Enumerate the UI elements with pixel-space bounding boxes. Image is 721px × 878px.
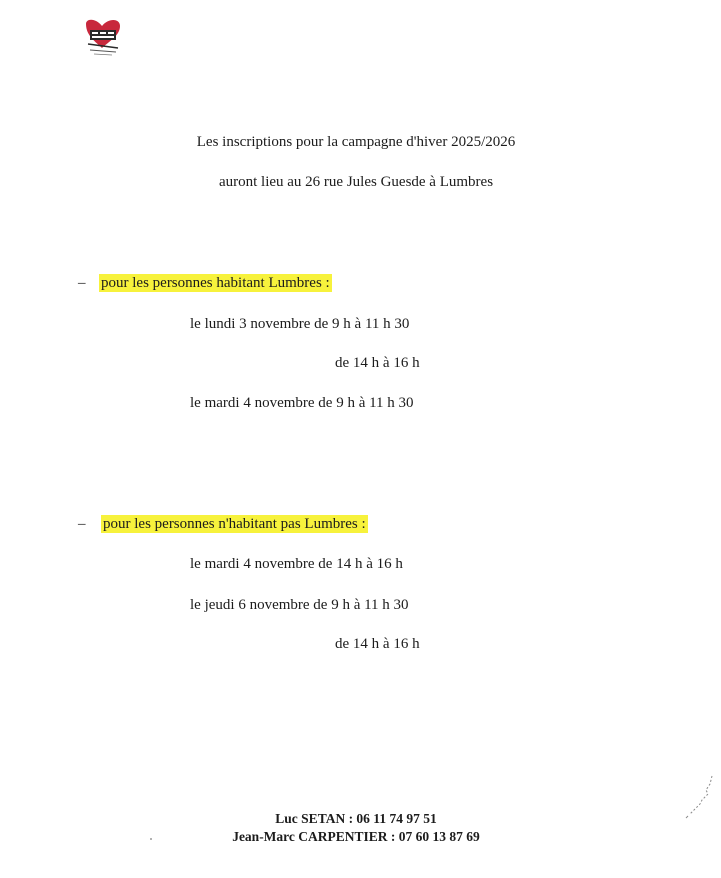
contact-2: Jean-Marc CARPENTIER : 07 60 13 87 69	[232, 829, 480, 844]
scan-speck-icon	[150, 838, 152, 840]
section-1-heading-text: pour les personnes habitant Lumbres :	[101, 275, 330, 291]
section-2-slot-3: de 14 h à 16 h	[335, 636, 420, 652]
section-2-slot-2: le jeudi 6 novembre de 9 h à 11 h 30	[190, 597, 409, 613]
section-2-bullet: –	[78, 516, 86, 532]
section-2-heading-text: pour les personnes n'habitant pas Lumbres :	[103, 516, 366, 532]
contact-1: Luc SETAN : 06 11 74 97 51	[275, 811, 437, 826]
organization-logo-icon	[80, 18, 126, 60]
section-2-slot-1: le mardi 4 novembre de 14 h à 16 h	[190, 556, 403, 572]
section-1-slot-1: le lundi 3 novembre de 9 h à 11 h 30	[190, 316, 410, 332]
section-1-heading	[99, 274, 332, 292]
section-1-slot-2: de 14 h à 16 h	[335, 355, 420, 371]
section-2-heading	[101, 515, 368, 533]
intro-line-1: Les inscriptions pour la campagne d'hiver 2025/2026	[196, 134, 516, 150]
intro-line-2: auront lieu au 26 rue Jules Guesde à Lumbres	[218, 174, 494, 190]
scan-mark-icon	[680, 772, 716, 820]
section-1-bullet: –	[78, 275, 86, 291]
section-1-slot-3: le mardi 4 novembre de 9 h à 11 h 30	[190, 395, 414, 411]
